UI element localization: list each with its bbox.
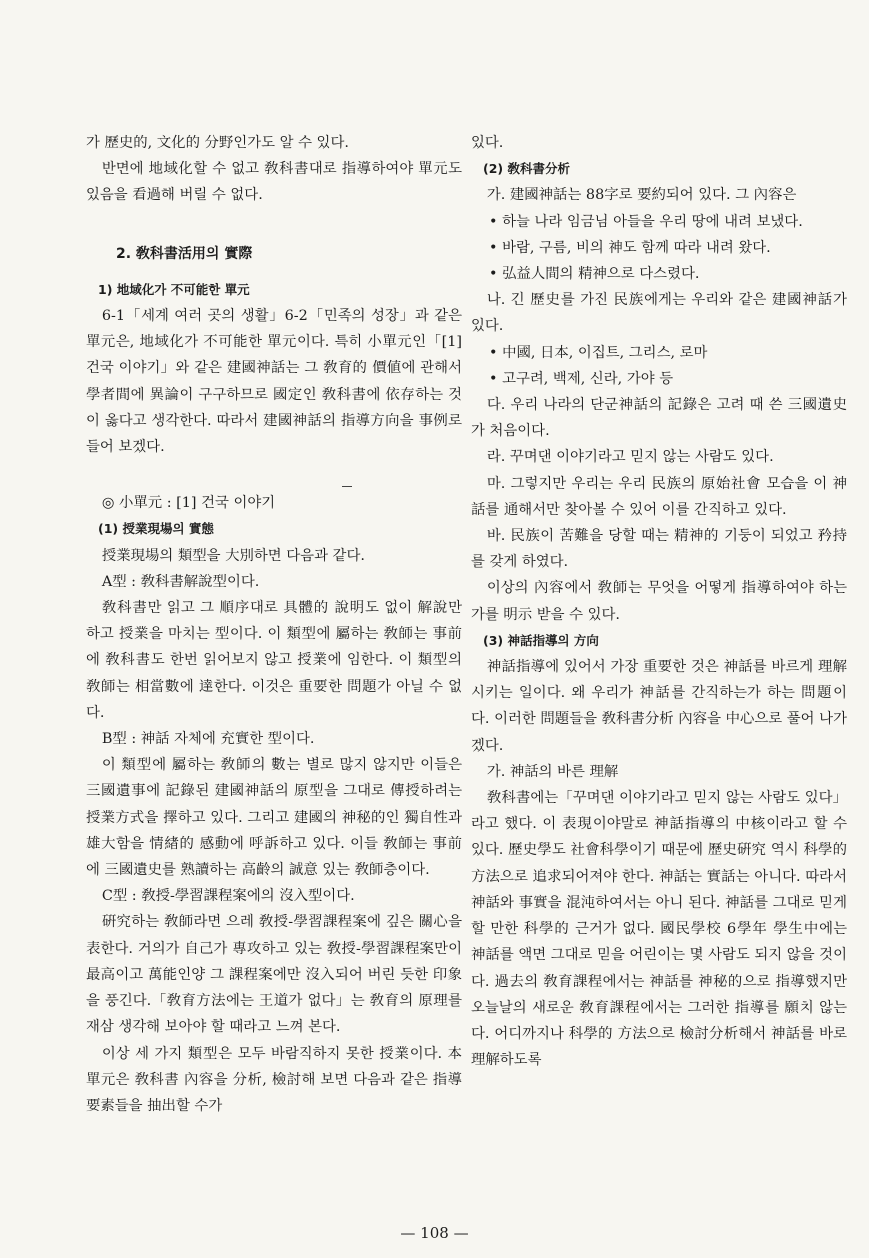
- right-paragraph-13: 바. 民族이 苦難을 당할 때는 精神的 기둥이 되었고 矜持를 갖게 하였다.: [471, 528, 847, 571]
- right-paragraph-2: (2) 敎科書分析: [483, 161, 570, 177]
- left-paragraph-1: 가 歷史的, 文化的 分野인가도 알 수 있다.: [86, 135, 349, 151]
- left-paragraph-2: 반면에 地域化할 수 없고 敎科書대로 指導하여야 單元도 있음을 看過해 버릴 수 없다.: [86, 161, 462, 204]
- right-paragraph-14: 이상의 內容에서 敎師는 무엇을 어떻게 指導하여야 하는가를 明示 받을 수 있다.: [471, 580, 847, 623]
- right-paragraph-5: • 바람, 구름, 비의 神도 함께 따라 내려 왔다.: [489, 239, 771, 256]
- stray-mark: [342, 486, 352, 487]
- left-paragraph-15: 이상 세 가지 類型은 모두 바람직하지 못한 授業이다. 本單元은 敎科書 內容을 分析, 檢討해 보면 다음과 같은 指導要素들을 抽出할 수가: [86, 1045, 462, 1114]
- right-paragraph-9: • 고구려, 백제, 신라, 가야 등: [489, 370, 674, 387]
- right-paragraph-3: 가. 建國神話는 88字로 要約되어 있다. 그 內容은: [486, 187, 797, 204]
- right-paragraph-18: 敎科書에는「꾸며댄 이야기라고 믿지 않는 사람도 있다」라고 했다. 이 表現이야말로 神話指導의 中核이라고 할 수 있다. 歷史學도 社會科學이기 때문에 歷史硏究 역시 科學的 方法으로 追求되어져야 한다. 神話는 實話는 아니다. 따라서 神話와 事實을 混沌하여서는 아니 된다. 神話를 그대로 믿게 할 만한 科學的 근거가 없다. 國民學校 6學年 學生中에는 神話를 액면 그대로 믿을 어린이는 몇 사람도 되지 않을 것이다. 過去의 敎育課程에서는 神話를 神秘的으로 指導했지만 오늘날의 새로운 敎育課程에서는 그러한 指導를 願치 않는다. 어디까지나 科學的 方法으로 檢討分析해서 神話를 바로 理解하도록: [471, 790, 847, 1069]
- right-paragraph-7: 나. 긴 歷史를 가진 民族에게는 우리와 같은 建國神話가 있다.: [471, 292, 847, 335]
- left-paragraph-6: ◎ 小單元 : [1] 건국 이야기: [101, 495, 276, 512]
- left-paragraph-7: (1) 授業現場의 實態: [98, 521, 214, 537]
- left-paragraph-4: 1) 地域化가 不可能한 單元: [98, 281, 250, 297]
- right-paragraph-6: • 弘益人間의 精神으로 다스렸다.: [489, 266, 700, 283]
- left-paragraph-13: C型 : 敎授-學習課程案에의 沒入型이다.: [101, 888, 355, 905]
- left-paragraph-5: 6-1「세계 여러 곳의 생활」6-2「민족의 성장」과 같은 單元은, 地域化가 不可能한 單元이다. 특히 小單元인「[1] 건국 이야기」와 같은 建國神話는 그 敎育的 價値에 관해서 學者間에 異論이 구구하므로 國定인 敎科書에 依存하는 것이 옳다고 생각한다. 따라서 建國神話의 指導方向을 事例로 들어 보겠다.: [86, 308, 462, 456]
- left-paragraph-11: B型 : 神話 자체에 充實한 型이다.: [101, 731, 315, 748]
- right-paragraph-4: • 하늘 나라 임금님 아들을 우리 땅에 내려 보냈다.: [489, 213, 803, 230]
- right-paragraph-16: 神話指導에 있어서 가장 重要한 것은 神話를 바르게 理解시키는 일이다. 왜 우리가 神話를 간직하는가 하는 問題이다. 이러한 問題들을 敎科書分析 內容을 中心으로 풀어 나가겠다.: [471, 659, 847, 754]
- left-paragraph-3: 2. 敎科書活用의 實際: [116, 245, 253, 262]
- left-paragraph-8: 授業現場의 類型을 大別하면 다음과 같다.: [101, 547, 365, 564]
- right-paragraph-10: 다. 우리 나라의 단군神話의 記錄은 고려 때 쓴 三國遺史가 처음이다.: [471, 397, 847, 440]
- left-paragraph-12: 이 類型에 屬하는 敎師의 數는 별로 많지 않지만 이들은 三國遺事에 記錄된 建國神話의 原型을 그대로 傳授하려는 授業方式을 擇하고 있다. 그리고 建國의 神秘的인 獨自性과 雄大함을 情緖的 感動에 呼訴하고 있다. 이들 敎師는 事前에 三國遺史를 熟讀하는 高齡의 誠意 있는 敎師층이다.: [86, 757, 462, 879]
- right-paragraph-11: 라. 꾸며댄 이야기라고 믿지 않는 사람도 있다.: [486, 449, 774, 466]
- right-paragraph-12: 마. 그렇지만 우리는 우리 民族의 原始社會 모습을 이 神話를 通해서만 찾아볼 수 있어 이를 간직하고 있다.: [471, 475, 847, 518]
- right-column: [471, 130, 847, 1073]
- left-paragraph-10: 敎科書만 읽고 그 順序대로 具體的 說明도 없이 解說만 하고 授業을 마치는 型이다. 이 類型에 屬하는 敎師는 事前에 敎科書도 한번 읽어보지 않고 授業에 임한다. 이 類型의 敎師는 相當數에 達한다. 이것은 重要한 問題가 아닐 수 없다.: [86, 600, 462, 721]
- left-paragraph-9: A型 : 敎科書解說型이다.: [101, 573, 260, 590]
- right-paragraph-8: • 中國, 日本, 이집트, 그리스, 로마: [489, 344, 708, 361]
- left-column: [86, 130, 462, 1119]
- right-paragraph-17: 가. 神話의 바른 理解: [486, 763, 619, 780]
- left-paragraph-14: 硏究하는 敎師라면 으레 敎授-學習課程案에 깊은 關心을 表한다. 거의가 自己가 專攻하고 있는 敎授-學習課程案만이 最高이고 萬能인양 그 課程案에만 沒入되어 버린 듯한 印象을 풍긴다.「敎育方法에는 王道가 없다」는 敎育의 原理를 재삼 생각해 보아야 할 때라고 느껴 본다.: [86, 914, 462, 1036]
- page-number: — 108 —: [400, 1224, 469, 1242]
- right-paragraph-15: (3) 神話指導의 方向: [483, 632, 599, 648]
- right-paragraph-1: 있다.: [471, 135, 504, 151]
